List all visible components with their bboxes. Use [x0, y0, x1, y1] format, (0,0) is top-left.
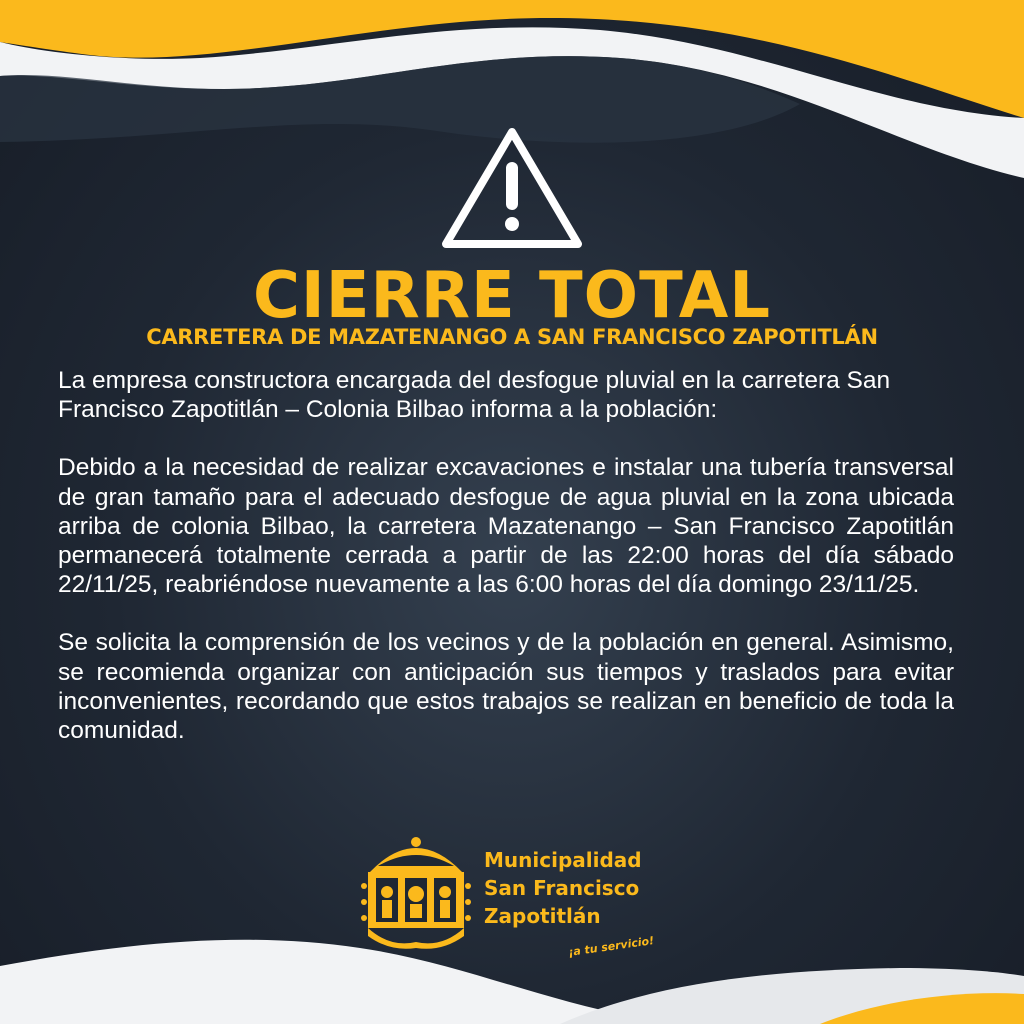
page-subtitle: CARRETERA DE MAZATENANGO A SAN FRANCISCO ZAPOTITLÁN — [146, 325, 878, 349]
paragraph-details: Debido a la necesidad de realizar excavaciones e instalar una tubería transversal de gran tamaño para el adecuado desfogue de agua pluvial en la zona ubicada arriba de colonia Bilbao, la carretera Mazatenango – San Francisco Zapotitlán permanecerá totalmente cerrada a partir de las 22:00 horas del día sábado 22/11/25, reabriéndose nuevamente a las 6:00 horas del día domingo 23/11/25. — [58, 454, 954, 599]
municipality-logo — [360, 832, 660, 962]
municipal-crest-icon — [360, 832, 472, 950]
paragraph-request: Se solicita la comprensión de los vecinos y de la población en general. Asimismo, se recomienda organizar con anticipación sus tiempos y traslados para evitar inconvenientes, recordando que estos trabajos se realizan en beneficio de toda la comunidad. — [58, 629, 954, 745]
paragraph-intro: La empresa constructora encargada del desfogue pluvial en la carretera San Francisco Zapotitlán – Colonia Bilbao informa a la población: — [58, 367, 891, 424]
warning-triangle-icon — [440, 124, 584, 252]
org-line-3: Zapotitlán — [484, 904, 601, 928]
organization-name — [484, 846, 642, 930]
org-line-2: San Francisco — [484, 876, 640, 900]
slogan: ¡a tu servicio! — [567, 934, 655, 959]
org-line-1: Municipalidad — [484, 848, 642, 872]
page-title: CIERRE TOTAL — [252, 259, 772, 333]
announcement-body — [58, 366, 954, 774]
